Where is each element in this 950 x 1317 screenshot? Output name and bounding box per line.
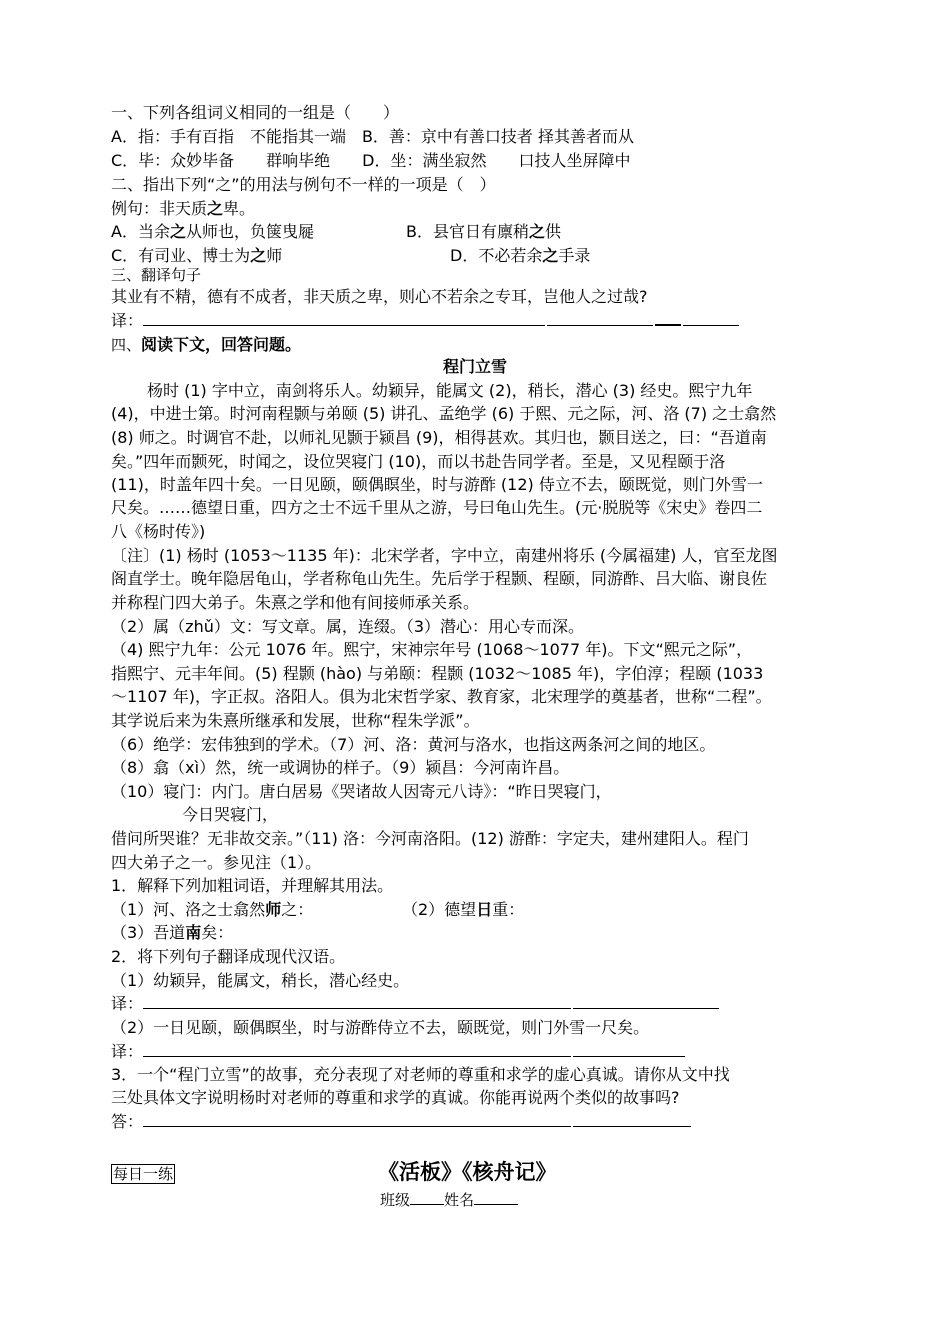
passage-line: 杨时 (1) 字中立，南剑将乐人。幼颖异，能属文 (2)，稍长，潜心 (3) 经史。熙宁九年 xyxy=(147,381,753,400)
note-line: 借问所哭谁？无非故交亲。”（11) 洛：今河南洛阳。(12) 游酢：字定夫，建州建阳人。程门 xyxy=(111,829,749,848)
sub1-item-1: （1）河、洛之士翕然师之： xyxy=(111,900,314,919)
q3-stem: 三、翻译句子 xyxy=(111,266,202,284)
answer-blank[interactable] xyxy=(143,1044,571,1057)
note-line: （4) 熙宁九年：公元 1076 年。熙宁，宋神宗年号 (1068～1077 年)。下文“熙元之际”， xyxy=(111,640,753,659)
note-line: 四大弟子之一。参见注（1）。 xyxy=(111,853,322,872)
q1-options-cd: C．毕：众妙毕备 群响毕绝 D．坐：满坐寂然 口技人坐屏障中 xyxy=(111,151,631,170)
passage-line: (8) 师之。时调官不赴，以师礼见颢于颍昌 (9)，相得甚欢。其归也，颢目送之，曰：“吾道南 xyxy=(111,428,767,447)
passage-line: 矣。”四年而颢死，时闻之，设位哭寝门 (10)，而以书赴告同学者。至是，又见程颐于洛 xyxy=(111,452,726,471)
sub2-stem: 2．将下列句子翻译成现代汉语。 xyxy=(111,947,346,966)
note-line: 并称程门四大弟子。朱熹之学和他有间接师承关系。 xyxy=(111,593,480,612)
sub2-answer-line-2: 译： xyxy=(111,1041,685,1063)
q2-example: 例句：非天质之卑。 xyxy=(111,199,256,218)
bold-word: 之 xyxy=(542,246,559,265)
bold-word: 师 xyxy=(265,900,282,919)
sub2-sentence-1: （1）幼颖异，能属文，稍长，潜心经史。 xyxy=(111,971,410,990)
next-lesson-title: 《活板》《核舟记》 xyxy=(378,1159,557,1184)
q2-option-d: D．不必若余之手录 xyxy=(450,246,591,265)
q2-option-c: C．有司业、博士为之师 xyxy=(111,246,283,265)
bold-word: 日 xyxy=(476,900,493,919)
passage-line: (11)，时盖年四十矣。一日见颐，颐偶瞑坐，时与游酢 (12) 侍立不去，颐既觉，则门外雪一 xyxy=(111,475,763,494)
q2-stem: 二、指出下列“之”的用法与例句不一样的一项是（ ） xyxy=(111,175,496,194)
passage-title: 程门立雪 xyxy=(442,357,507,376)
sub2-answer-line-1: 译： xyxy=(111,993,719,1015)
sub2-sentence-2: （2）一日见颐，颐偶瞑坐，时与游酢侍立不去，颐既觉，则门外雪一尺矣。 xyxy=(111,1018,650,1037)
sub1-stem: 1．解释下列加粗词语，并理解其用法。 xyxy=(111,876,394,895)
note-line: 指熙宁、元丰年间。(5) 程颢 (hào) 与弟颐：程颢 (1032～1085 年)，字伯淳；程颐 (1033 xyxy=(111,664,764,683)
q2-option-a: A．当余之从师也，负箧曳屣 xyxy=(111,222,314,241)
answer-blank[interactable] xyxy=(683,313,739,326)
class-name-line: 班级 姓名 xyxy=(380,1189,518,1211)
passage-line: 八《杨时传》) xyxy=(111,522,206,541)
q3-sentence: 其业有不精，德有不成者，非天质之卑，则心不若余之专耳，岂他人之过哉? xyxy=(111,287,648,306)
answer-blank[interactable] xyxy=(655,312,681,326)
answer-blank[interactable] xyxy=(143,313,545,326)
bold-word: 之 xyxy=(169,222,186,241)
answer-blank[interactable] xyxy=(573,996,719,1009)
answer-blank[interactable] xyxy=(573,1114,691,1127)
passage-line: 尺矣。……德望日重，四方之士不远千里从之游，号曰龟山先生。(元·脱脱等《宋史》卷四二 xyxy=(111,498,763,517)
daily-practice-badge: 每日一练 xyxy=(113,1165,174,1183)
note-line: （2）属（zhǔ）文：写文章。属，连缀。（3）潜心：用心专而深。 xyxy=(111,617,585,636)
bold-word: 之 xyxy=(528,222,545,241)
answer-blank[interactable] xyxy=(143,996,571,1009)
note-line: 其学说后来为朱熹所继承和发展，世称“程朱学派”。 xyxy=(111,711,480,730)
answer-blank[interactable] xyxy=(573,1044,685,1057)
answer-blank[interactable] xyxy=(547,313,653,326)
q4-stem: 四、阅读下文，回答问题。 xyxy=(111,335,302,354)
q1-stem: 一、下列各组词义相同的一组是（ ） xyxy=(111,103,400,122)
passage-line: (4)，中进士第。时河南程颢与弟颐 (5) 讲孔、孟绝学 (6) 于熙、元之际，河、洛 (7) 之士翕然 xyxy=(111,404,777,423)
bold-word: 南 xyxy=(185,923,202,942)
note-line: 今日哭寝门， xyxy=(182,805,279,824)
q3-answer-line: 译： xyxy=(111,310,739,332)
note-line: ～1107 年)，字正叔。洛阳人。俱为北宋哲学家、教育家，北宋理学的奠基者，世称“二程”。 xyxy=(111,687,772,706)
bold-word: 之 xyxy=(250,246,267,265)
note-line: （8）翕（xì）然，统一或调协的样子。（9）颍昌：今河南许昌。 xyxy=(111,758,570,777)
note-line: 阁直学士。晚年隐居龟山，学者称龟山先生。先后学于程颢、程颐，同游酢、吕大临、谢良佐 xyxy=(111,569,768,588)
answer-blank[interactable] xyxy=(143,1114,571,1127)
sub1-item-2: （2）德望日重： xyxy=(402,900,525,919)
sub3-line-1: 3．一个“程门立雪”的故事，充分表现了对老师的尊重和求学的虚心真诚。请你从文中找 xyxy=(111,1065,730,1084)
note-line: 〔注〕(1) 杨时 (1053～1135 年)：北宋学者，字中立，南建州将乐 (今属福建) 人，官至龙图 xyxy=(111,546,778,565)
note-line: （10）寝门：内门。唐白居易《哭诸故人因寄元八诗》：“昨日哭寝门， xyxy=(111,782,612,801)
sub3-answer-line: 答： xyxy=(111,1111,691,1133)
name-blank[interactable] xyxy=(474,1192,518,1205)
sub3-line-2: 三处具体文字说明杨时对老师的尊重和求学的真诚。你能再说两个类似的故事吗? xyxy=(111,1088,680,1107)
class-blank[interactable] xyxy=(410,1192,444,1205)
q2-option-b: B．县官日有廪稍之供 xyxy=(406,222,562,241)
bold-word: 之 xyxy=(207,199,224,218)
sub1-item-3: （3）吾道南矣： xyxy=(111,923,234,942)
note-line: （6）绝学：宏伟独到的学术。（7）河、洛：黄河与洛水，也指这两条河之间的地区。 xyxy=(111,735,716,754)
q1-options-ab: A．指：手有百指 不能指其一端 B．善：京中有善口技者 择其善者而从 xyxy=(111,127,635,146)
